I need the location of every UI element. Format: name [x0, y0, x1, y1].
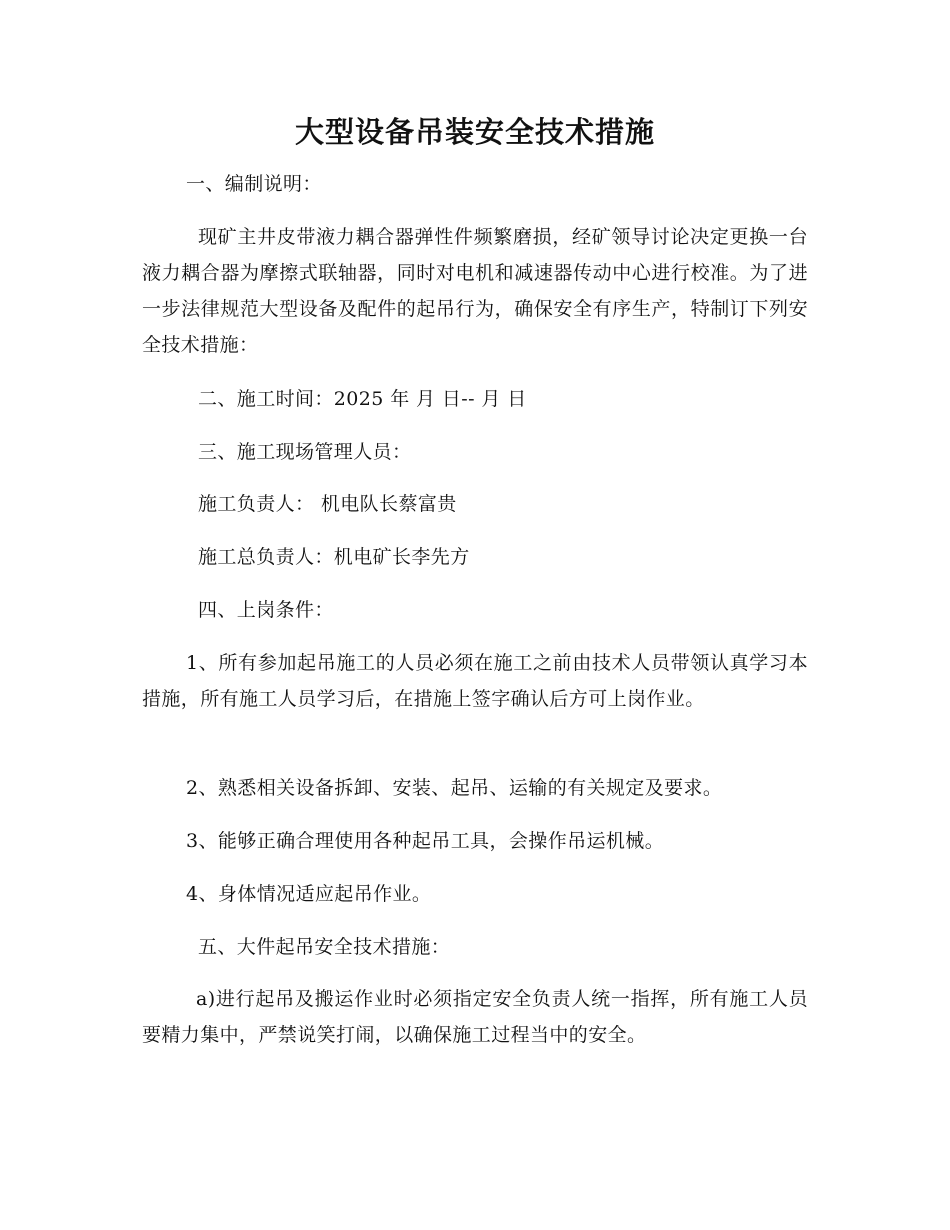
section-3-heading: 三、施工现场管理人员： [198, 441, 412, 463]
lifting-measure-a: a)进行起吊及搬运作业时必须指定安全负责人统一指挥，所有施工人员要精力集中，严禁说笑打闹，以确保施工过程当中的安全。 [142, 988, 808, 1046]
condition-item-1: 1、所有参加起吊施工的人员必须在施工之前由技术人员带领认真学习本措施，所有施工人员学习后，在措施上签字确认后方可上岗作业。 [142, 652, 808, 710]
section-5-heading: 五、大件起吊安全技术措施： [198, 936, 451, 958]
condition-item-3: 3、能够正确合理使用各种起吊工具，会操作吊运机械。 [186, 830, 665, 852]
site-leader-line: 施工负责人： 机电队长蔡富贵 [198, 493, 457, 515]
section-1-heading: 一、编制说明： [186, 173, 322, 195]
condition-item-2: 2、熟悉相关设备拆卸、安装、起吊、运输的有关规定及要求。 [186, 777, 723, 799]
section-2-heading: 二、施工时间：2025 年 月 日-- 月 日 [198, 388, 527, 410]
section-1-paragraph: 现矿主井皮带液力耦合器弹性件频繁磨损，经矿领导讨论决定更换一台液力耦合器为摩擦式联轴器，同时对电机和减速器传动中心进行校准。为了进一步法律规范大型设备及配件的起吊行为，确保安全有序生产，特制订下列安全技术措施： [142, 226, 808, 356]
condition-item-4: 4、身体情况适应起吊作业。 [186, 883, 432, 905]
document-title: 大型设备吊装安全技术措施 [294, 115, 655, 149]
chief-leader-line: 施工总负责人：机电矿长李先方 [198, 546, 470, 568]
section-4-heading: 四、上岗条件： [198, 599, 334, 621]
